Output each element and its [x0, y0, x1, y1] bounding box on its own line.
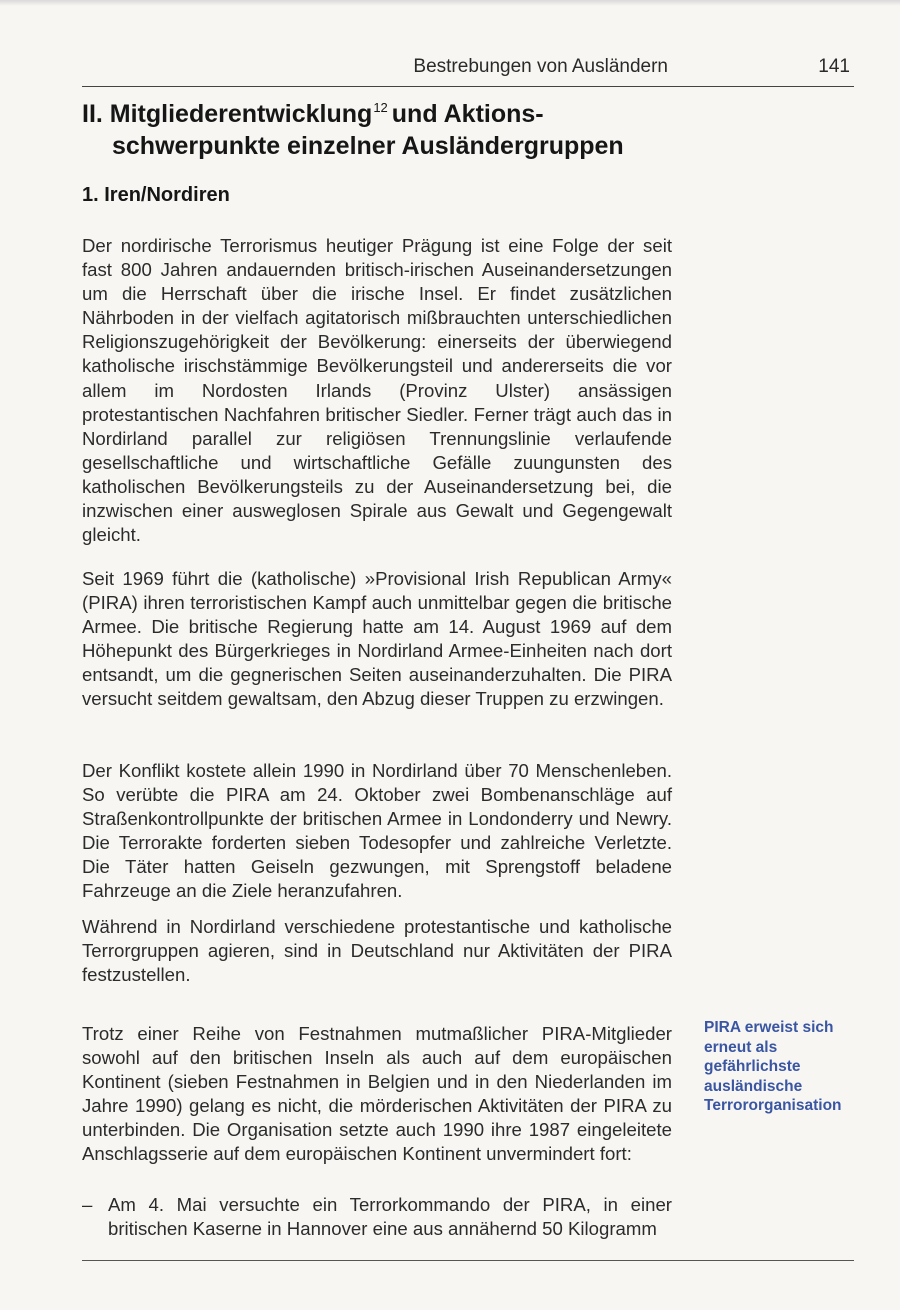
paragraph-5: Trotz einer Reihe von Festnahmen mutmaßlicher PIRA-Mitglieder sowohl auf den britischen Inseln als auch auf dem europäischen Kontinent (sieben Festnahmen in Belgien und in den Niederlanden im Jahre 1990) gelang es nicht, die mörderischen Aktivitäten der PIRA zu unterbinden. Die Organisation setzte auch 1990 ihre 1987 eingeleitete Anschlagsserie auf dem europäischen Kontinent unvermindert fort: — [82, 1023, 672, 1165]
margin-note: PIRA erweist sich erneut als gefährlichste ausländische Terrororganisation — [704, 1019, 842, 1115]
running-header — [82, 54, 854, 88]
chapter-title-rest: und Aktions- — [391, 100, 544, 128]
chapter-title-main: II. Mitgliederentwicklung — [82, 100, 373, 128]
running-title: Bestrebungen von Ausländern — [413, 56, 668, 77]
footnote-reference[interactable]: 12 — [373, 100, 388, 115]
list-item-text: Am 4. Mai versuchte ein Terrorkommando der PIRA, in einer britischen Kaserne in Hannover eine aus annähernd 50 Kilogramm — [108, 1194, 672, 1240]
chapter-title — [82, 98, 682, 162]
footer-rule — [82, 1260, 854, 1261]
page-top-edge — [0, 0, 900, 6]
chapter-title-line-2: schwerpunkte einzelner Ausländergruppen — [112, 132, 624, 160]
paragraph-2: Seit 1969 führt die (katholische) »Provisional Irish Republican Army« (PIRA) ihren terroristischen Kampf auch unmittelbar gegen die britische Armee. Die britische Regierung hatte am 14. August 1969 auf dem Höhepunkt des Bürgerkrieges in Nordirland Armee-Einheiten nach dort entsandt, um die gegnerischen Seiten auseinanderzuhalten. Die PIRA versucht seitdem gewaltsam, den Abzug dieser Truppen zu erzwingen. — [82, 568, 672, 710]
paragraph-1: Der nordirische Terrorismus heutiger Prägung ist eine Folge der seit fast 800 Jahren andauernden britisch-irischen Auseinandersetzungen um die Herrschaft über die irische Insel. Er findet zusätzlichen Nährboden in der vielfach agitatorisch mißbrauchten unterschiedlichen Religionszugehörigkeit der Bevölkerung: einerseits der überwiegend katholische irischstämmige Bevölkerungsteil und andererseits die vor allem im Nordosten Irlands (Provinz Ulster) ansässigen protestantischen Nachfahren britischer Siedler. Ferner trägt auch das in Nordirland parallel zur religiösen Trennungslinie verlaufende gesellschaftliche und wirtschaftliche Gefälle zuungunsten des katholischen Bevölkerungsteils zu der Auseinandersetzung bei, die inzwischen einer ausweglosen Spirale aus Gewalt und Gegengewalt gleicht. — [82, 235, 672, 546]
paragraph-3: Der Konflikt kostete allein 1990 in Nordirland über 70 Menschenleben. So verübte die PIRA am 24. Oktober zwei Bombenanschläge auf Straßenkontrollpunkte der britischen Armee in Londonderry und Newry. Die Terrorakte forderten sieben Todesopfer und zahlreiche Verletzte. Die Täter hatten Geiseln gezwungen, mit Sprengstoff beladene Fahrzeuge an die Ziele heranzufahren. — [82, 760, 672, 902]
header-rule — [82, 86, 854, 87]
section-heading: 1. Iren/Nordiren — [82, 184, 230, 206]
list-dash: – — [82, 1194, 93, 1215]
page-number: 141 — [818, 56, 850, 77]
paragraph-4: Während in Nordirland verschiedene protestantische und katholische Terrorgruppen agieren, sind in Deutschland nur Aktivitäten der PIRA festzustellen. — [82, 916, 672, 986]
chapter-title-line-1 — [82, 98, 682, 130]
